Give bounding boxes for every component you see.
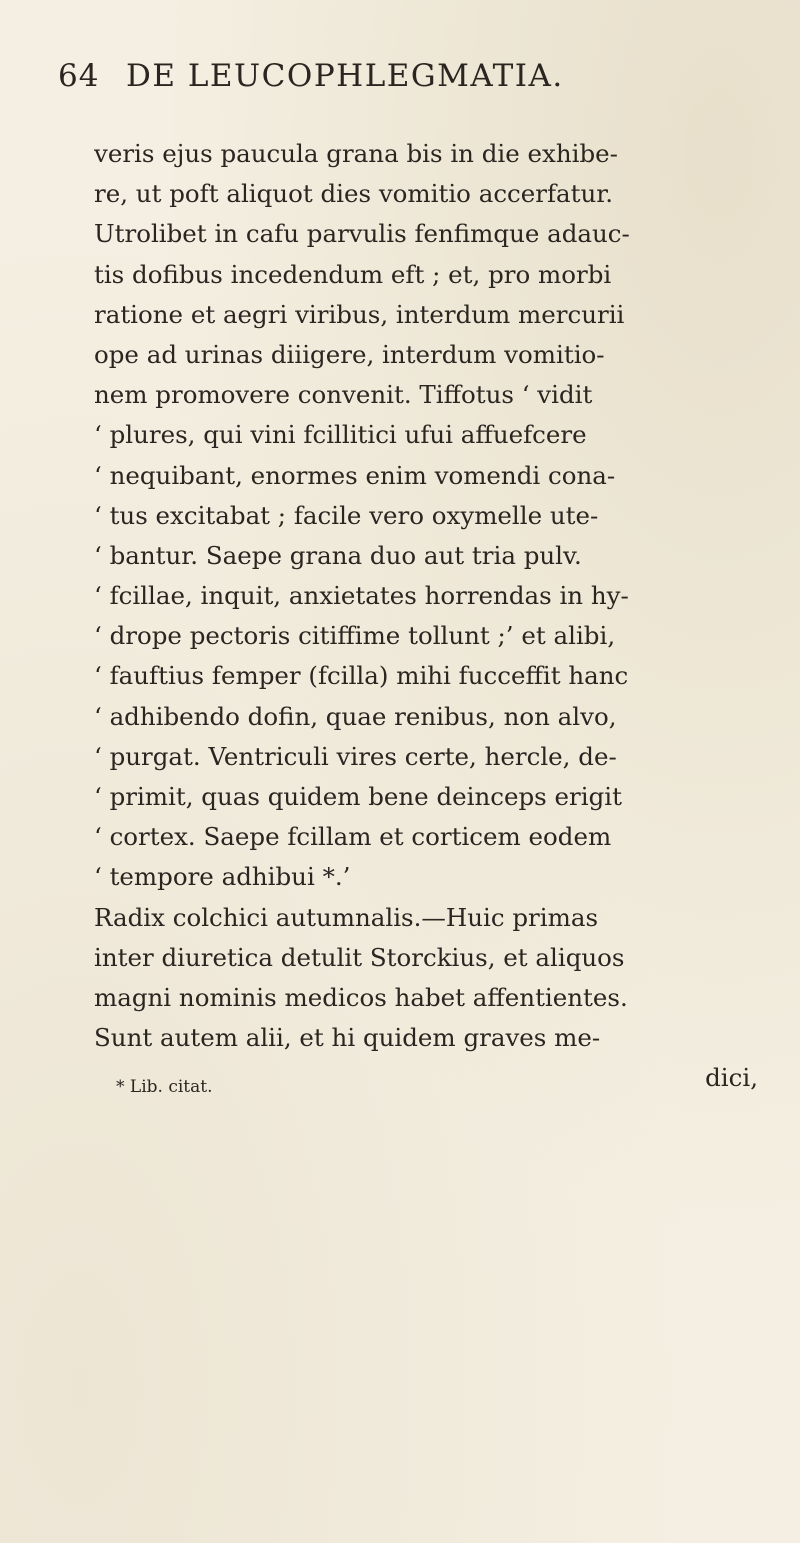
text-line: Utrolibet in cafu parvulis fenfimque adauc- bbox=[94, 219, 630, 249]
text-line: inter diuretica detulit Storckius, et aliquos bbox=[94, 942, 625, 972]
text-line: nem promovere convenit. Tiffotus ‘ vidit bbox=[94, 380, 593, 410]
text-line: tis dofibus incedendum eft ; et, pro morbi bbox=[94, 259, 612, 289]
quoted-line: ‘ tempore adhibui *.’ bbox=[94, 862, 351, 892]
text-line: ratione et aegri viribus, interdum mercurii bbox=[94, 299, 625, 329]
running-title: DE LEUCOPHLEGMATIA. bbox=[126, 58, 564, 94]
body-text bbox=[94, 134, 784, 1099]
page-number: 64 bbox=[58, 58, 100, 94]
quoted-line: ‘ nequibant, enormes enim vomendi cona- bbox=[94, 460, 616, 490]
quoted-line: ‘ tus excitabat ; facile vero oxymelle ute- bbox=[94, 500, 599, 530]
text-line: re, ut poft aliquot dies vomitio accerfatur. bbox=[94, 179, 614, 209]
quoted-line: ‘ purgat. Ventriculi vires certe, hercle, de- bbox=[94, 741, 617, 771]
quoted-line: ‘ fauftius femper (fcilla) mihi fucceffit hanc bbox=[94, 661, 629, 691]
text-line: veris ejus paucula grana bis in die exhibe- bbox=[94, 139, 618, 168]
quoted-line: ‘ adhibendo dofin, quae renibus, non alvo, bbox=[94, 701, 617, 731]
footnote: * Lib. citat. bbox=[116, 1077, 213, 1097]
text-line-continued: dici, bbox=[705, 1063, 758, 1093]
quoted-line: ‘ drope pectoris citiffime tollunt ;’ et alibi, bbox=[94, 621, 616, 651]
text-line: Radix colchici autumnalis.—Huic primas bbox=[94, 902, 599, 932]
quoted-line: ‘ plures, qui vini fcillitici ufui affuefcere bbox=[94, 420, 587, 450]
text-line: magni nominis medicos habet affentientes. bbox=[94, 982, 628, 1012]
text-line: ope ad urinas diiigere, interdum vomitio- bbox=[94, 339, 605, 369]
quoted-line: ‘ bantur. Saepe grana duo aut tria pulv. bbox=[94, 540, 582, 570]
page-header bbox=[58, 58, 758, 110]
quoted-line: ‘ primit, quas quidem bene deinceps erigit bbox=[94, 782, 622, 811]
quoted-line: ‘ fcillae, inquit, anxietates horrendas in hy- bbox=[94, 581, 629, 611]
text-line: Sunt autem alii, et hi quidem graves me- bbox=[94, 1023, 601, 1053]
quoted-line: ‘ cortex. Saepe fcillam et corticem eodem bbox=[94, 822, 612, 852]
